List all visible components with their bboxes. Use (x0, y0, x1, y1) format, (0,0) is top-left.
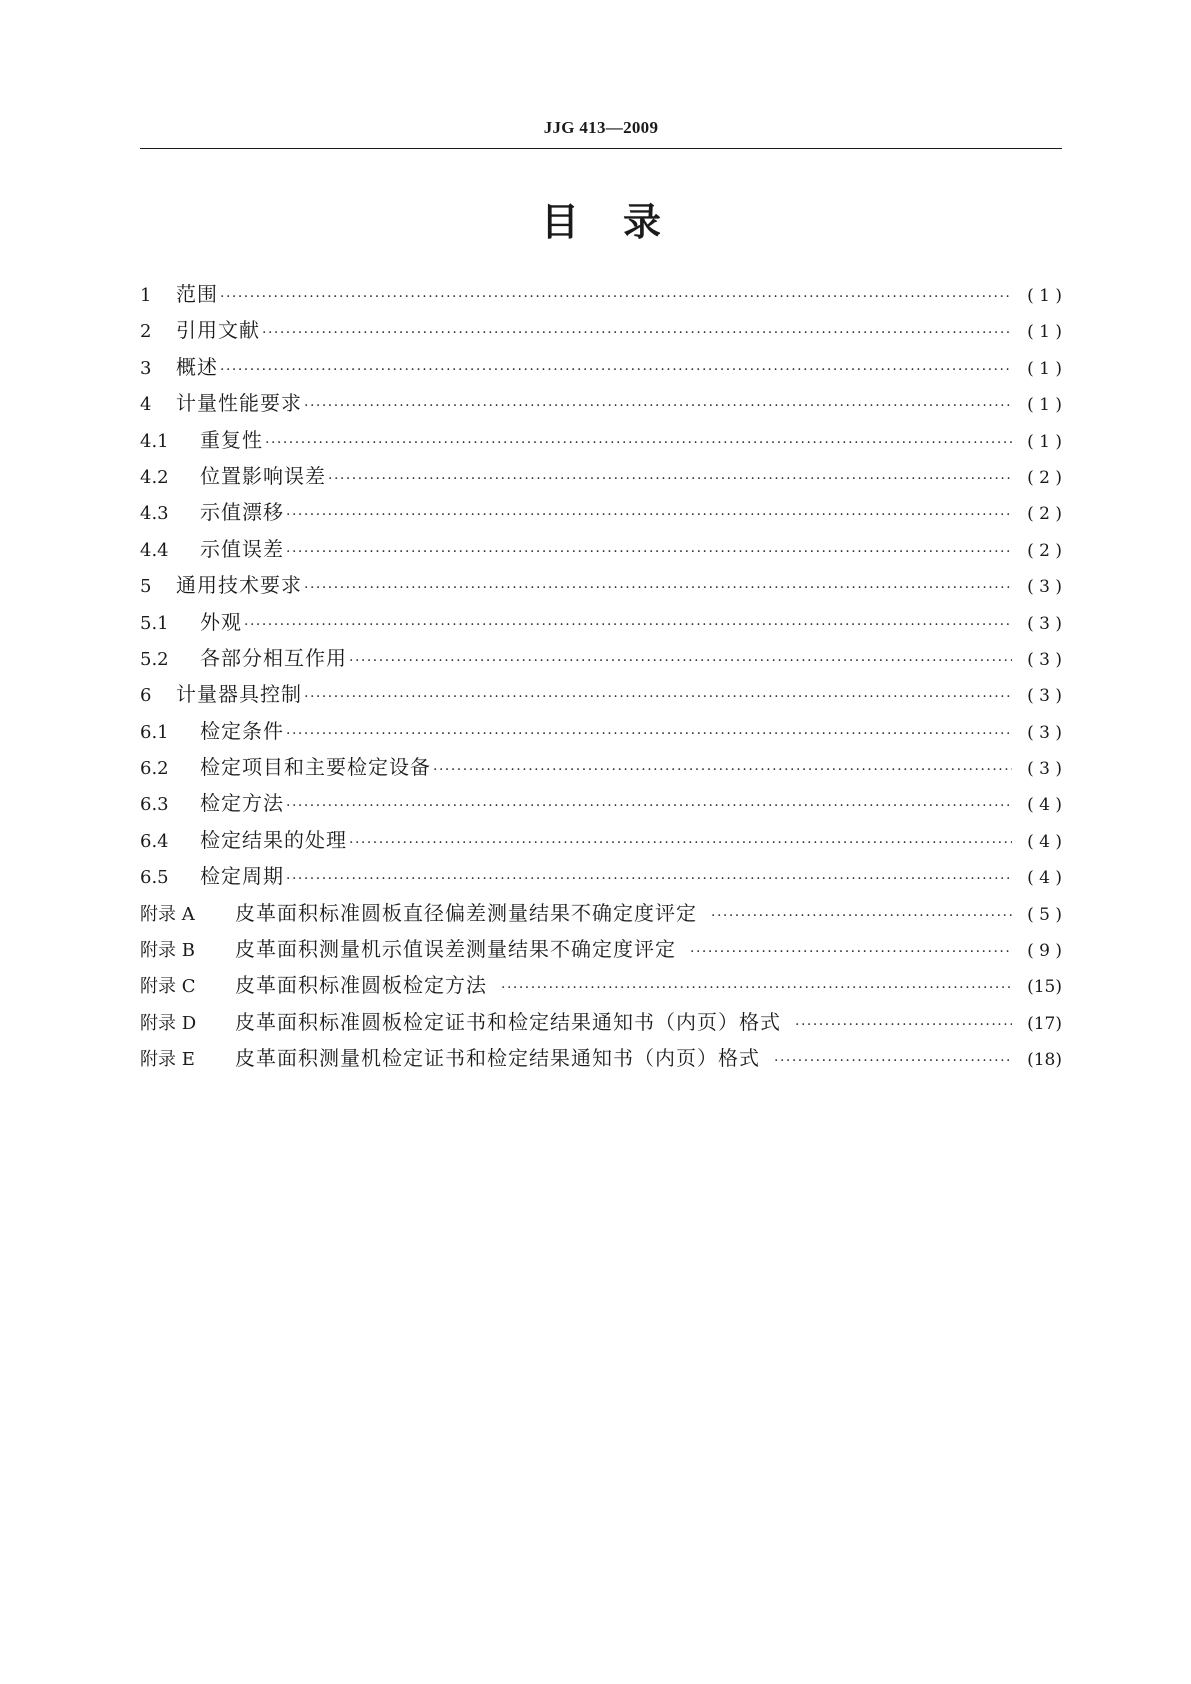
toc-entry-title: 皮革面积标准圆板检定方法 (235, 973, 487, 998)
toc-entry-number: 6 (140, 685, 152, 707)
toc-entry-number: 3 (140, 357, 152, 379)
toc-leader-dots (265, 425, 1012, 461)
toc-entry-title: 计量性能要求 (176, 391, 302, 416)
toc-entry[interactable] (140, 858, 1062, 894)
toc-entry[interactable] (140, 640, 1062, 676)
toc-entry[interactable] (140, 422, 1062, 458)
toc-leader-dots (433, 752, 1012, 788)
toc-entry-page: ( 2 ) (1027, 467, 1062, 488)
toc-entry-number: 5 (140, 576, 152, 598)
toc-leader-dots (304, 570, 1012, 606)
toc-leader-dots (711, 898, 1012, 934)
toc-entry-number: 附录 C (140, 976, 196, 998)
toc-leader-dots (795, 1007, 1012, 1043)
toc-entry-number: 6.2 (140, 758, 169, 780)
table-of-contents (140, 276, 1062, 1077)
toc-entry-page: ( 5 ) (1027, 904, 1062, 925)
toc-entry-page: ( 4 ) (1027, 868, 1062, 889)
toc-entry-page: (17) (1027, 1013, 1062, 1034)
toc-entry-number: 1 (140, 285, 152, 306)
toc-entry[interactable] (140, 458, 1062, 494)
toc-entry-page: (15) (1027, 977, 1062, 998)
toc-entry[interactable] (140, 349, 1062, 385)
toc-entry-page: ( 1 ) (1027, 395, 1062, 416)
toc-entry-title: 皮革面积标准圆板检定证书和检定结果通知书（内页）格式 (235, 1009, 781, 1034)
toc-entry[interactable] (140, 1040, 1062, 1076)
toc-leader-dots (286, 497, 1012, 533)
toc-entry-number: 6.4 (140, 830, 169, 852)
toc-entry-title: 检定项目和主要检定设备 (200, 755, 431, 780)
toc-leader-dots (220, 279, 1012, 315)
toc-entry[interactable] (140, 785, 1062, 821)
toc-entry[interactable] (140, 1004, 1062, 1040)
toc-leader-dots (286, 788, 1012, 824)
toc-entry-page: ( 1 ) (1027, 322, 1062, 343)
toc-entry[interactable] (140, 676, 1062, 712)
toc-leader-dots (286, 534, 1012, 570)
toc-entry-page: (18) (1027, 1050, 1062, 1071)
toc-entry-title: 皮革面积标准圆板直径偏差测量结果不确定度评定 (235, 900, 697, 925)
toc-entry-page: ( 3 ) (1027, 686, 1062, 707)
toc-entry[interactable] (140, 604, 1062, 640)
toc-entry[interactable] (140, 276, 1062, 312)
toc-entry-page: ( 3 ) (1027, 613, 1062, 634)
toc-entry-number: 附录 E (140, 1049, 195, 1071)
toc-leader-dots (328, 461, 1012, 497)
toc-entry-title: 通用技术要求 (176, 573, 302, 598)
toc-entry-number: 5.2 (140, 648, 169, 670)
toc-entry[interactable] (140, 531, 1062, 567)
toc-entry-number: 5.1 (140, 612, 169, 634)
toc-entry-title: 概述 (176, 354, 218, 379)
toc-entry-number: 4.2 (140, 466, 169, 488)
toc-entry-title: 检定条件 (200, 718, 284, 743)
toc-entry-number: 4 (140, 394, 152, 416)
toc-entry-number: 4.3 (140, 503, 169, 525)
toc-entry-page: ( 3 ) (1027, 722, 1062, 743)
toc-leader-dots (262, 315, 1012, 351)
toc-leader-dots (501, 970, 1012, 1006)
toc-entry[interactable] (140, 713, 1062, 749)
header-divider (140, 148, 1062, 149)
toc-entry-title: 引用文献 (176, 318, 260, 343)
toc-entry-title: 皮革面积测量机示值误差测量结果不确定度评定 (235, 937, 676, 962)
toc-entry-page: ( 1 ) (1027, 358, 1062, 379)
toc-entry-page: ( 3 ) (1027, 577, 1062, 598)
toc-entry[interactable] (140, 822, 1062, 858)
toc-leader-dots (304, 679, 1012, 715)
toc-entry-page: ( 4 ) (1027, 795, 1062, 816)
standard-code-header: JJG 413—2009 (543, 118, 659, 137)
toc-entry-page: ( 1 ) (1027, 286, 1062, 306)
toc-entry-title: 外观 (200, 609, 242, 634)
page-title: 目录 (540, 200, 705, 244)
toc-entry-title: 计量器具控制 (176, 682, 302, 707)
toc-entry-page: ( 1 ) (1027, 431, 1062, 452)
toc-leader-dots (349, 643, 1012, 679)
toc-entry-number: 2 (140, 321, 152, 343)
toc-entry-page: ( 3 ) (1027, 759, 1062, 780)
toc-entry-number: 6.1 (140, 721, 169, 743)
toc-leader-dots (349, 825, 1012, 861)
toc-leader-dots (220, 352, 1012, 388)
toc-entry-number: 4.1 (140, 430, 169, 452)
toc-leader-dots (286, 716, 1012, 752)
toc-entry-title: 示值漂移 (200, 500, 284, 525)
toc-entry-page: ( 3 ) (1027, 649, 1062, 670)
toc-entry-title: 范围 (176, 282, 218, 306)
toc-entry[interactable] (140, 567, 1062, 603)
toc-leader-dots (244, 607, 1012, 643)
toc-entry-number: 附录 B (140, 940, 195, 962)
toc-leader-dots (286, 861, 1012, 897)
toc-entry[interactable] (140, 494, 1062, 530)
toc-entry-page: ( 4 ) (1027, 831, 1062, 852)
toc-entry[interactable] (140, 895, 1062, 931)
toc-entry[interactable] (140, 312, 1062, 348)
toc-entry-number: 6.5 (140, 867, 169, 889)
toc-entry-number: 6.3 (140, 794, 169, 816)
toc-entry-title: 位置影响误差 (200, 463, 326, 488)
toc-entry[interactable] (140, 385, 1062, 421)
toc-entry-title: 示值误差 (200, 536, 284, 561)
toc-entry[interactable] (140, 931, 1062, 967)
toc-entry-page: ( 2 ) (1027, 504, 1062, 525)
toc-entry-number: 附录 A (140, 903, 195, 925)
toc-entry-page: ( 2 ) (1027, 540, 1062, 561)
toc-entry-title: 重复性 (200, 427, 263, 452)
toc-entry-page: ( 9 ) (1027, 941, 1062, 962)
toc-leader-dots (774, 1043, 1012, 1079)
toc-leader-dots (690, 934, 1012, 970)
toc-entry-number: 附录 D (140, 1012, 197, 1034)
toc-entry-number: 4.4 (140, 539, 169, 561)
toc-entry-title: 皮革面积测量机检定证书和检定结果通知书（内页）格式 (235, 1046, 760, 1071)
toc-entry-title: 检定结果的处理 (200, 827, 347, 852)
toc-entry[interactable] (140, 749, 1062, 785)
toc-entry-title: 各部分相互作用 (200, 645, 347, 670)
toc-entry-title: 检定方法 (200, 791, 284, 816)
toc-leader-dots (304, 388, 1012, 424)
toc-entry[interactable] (140, 967, 1062, 1003)
toc-entry-title: 检定周期 (200, 864, 284, 889)
